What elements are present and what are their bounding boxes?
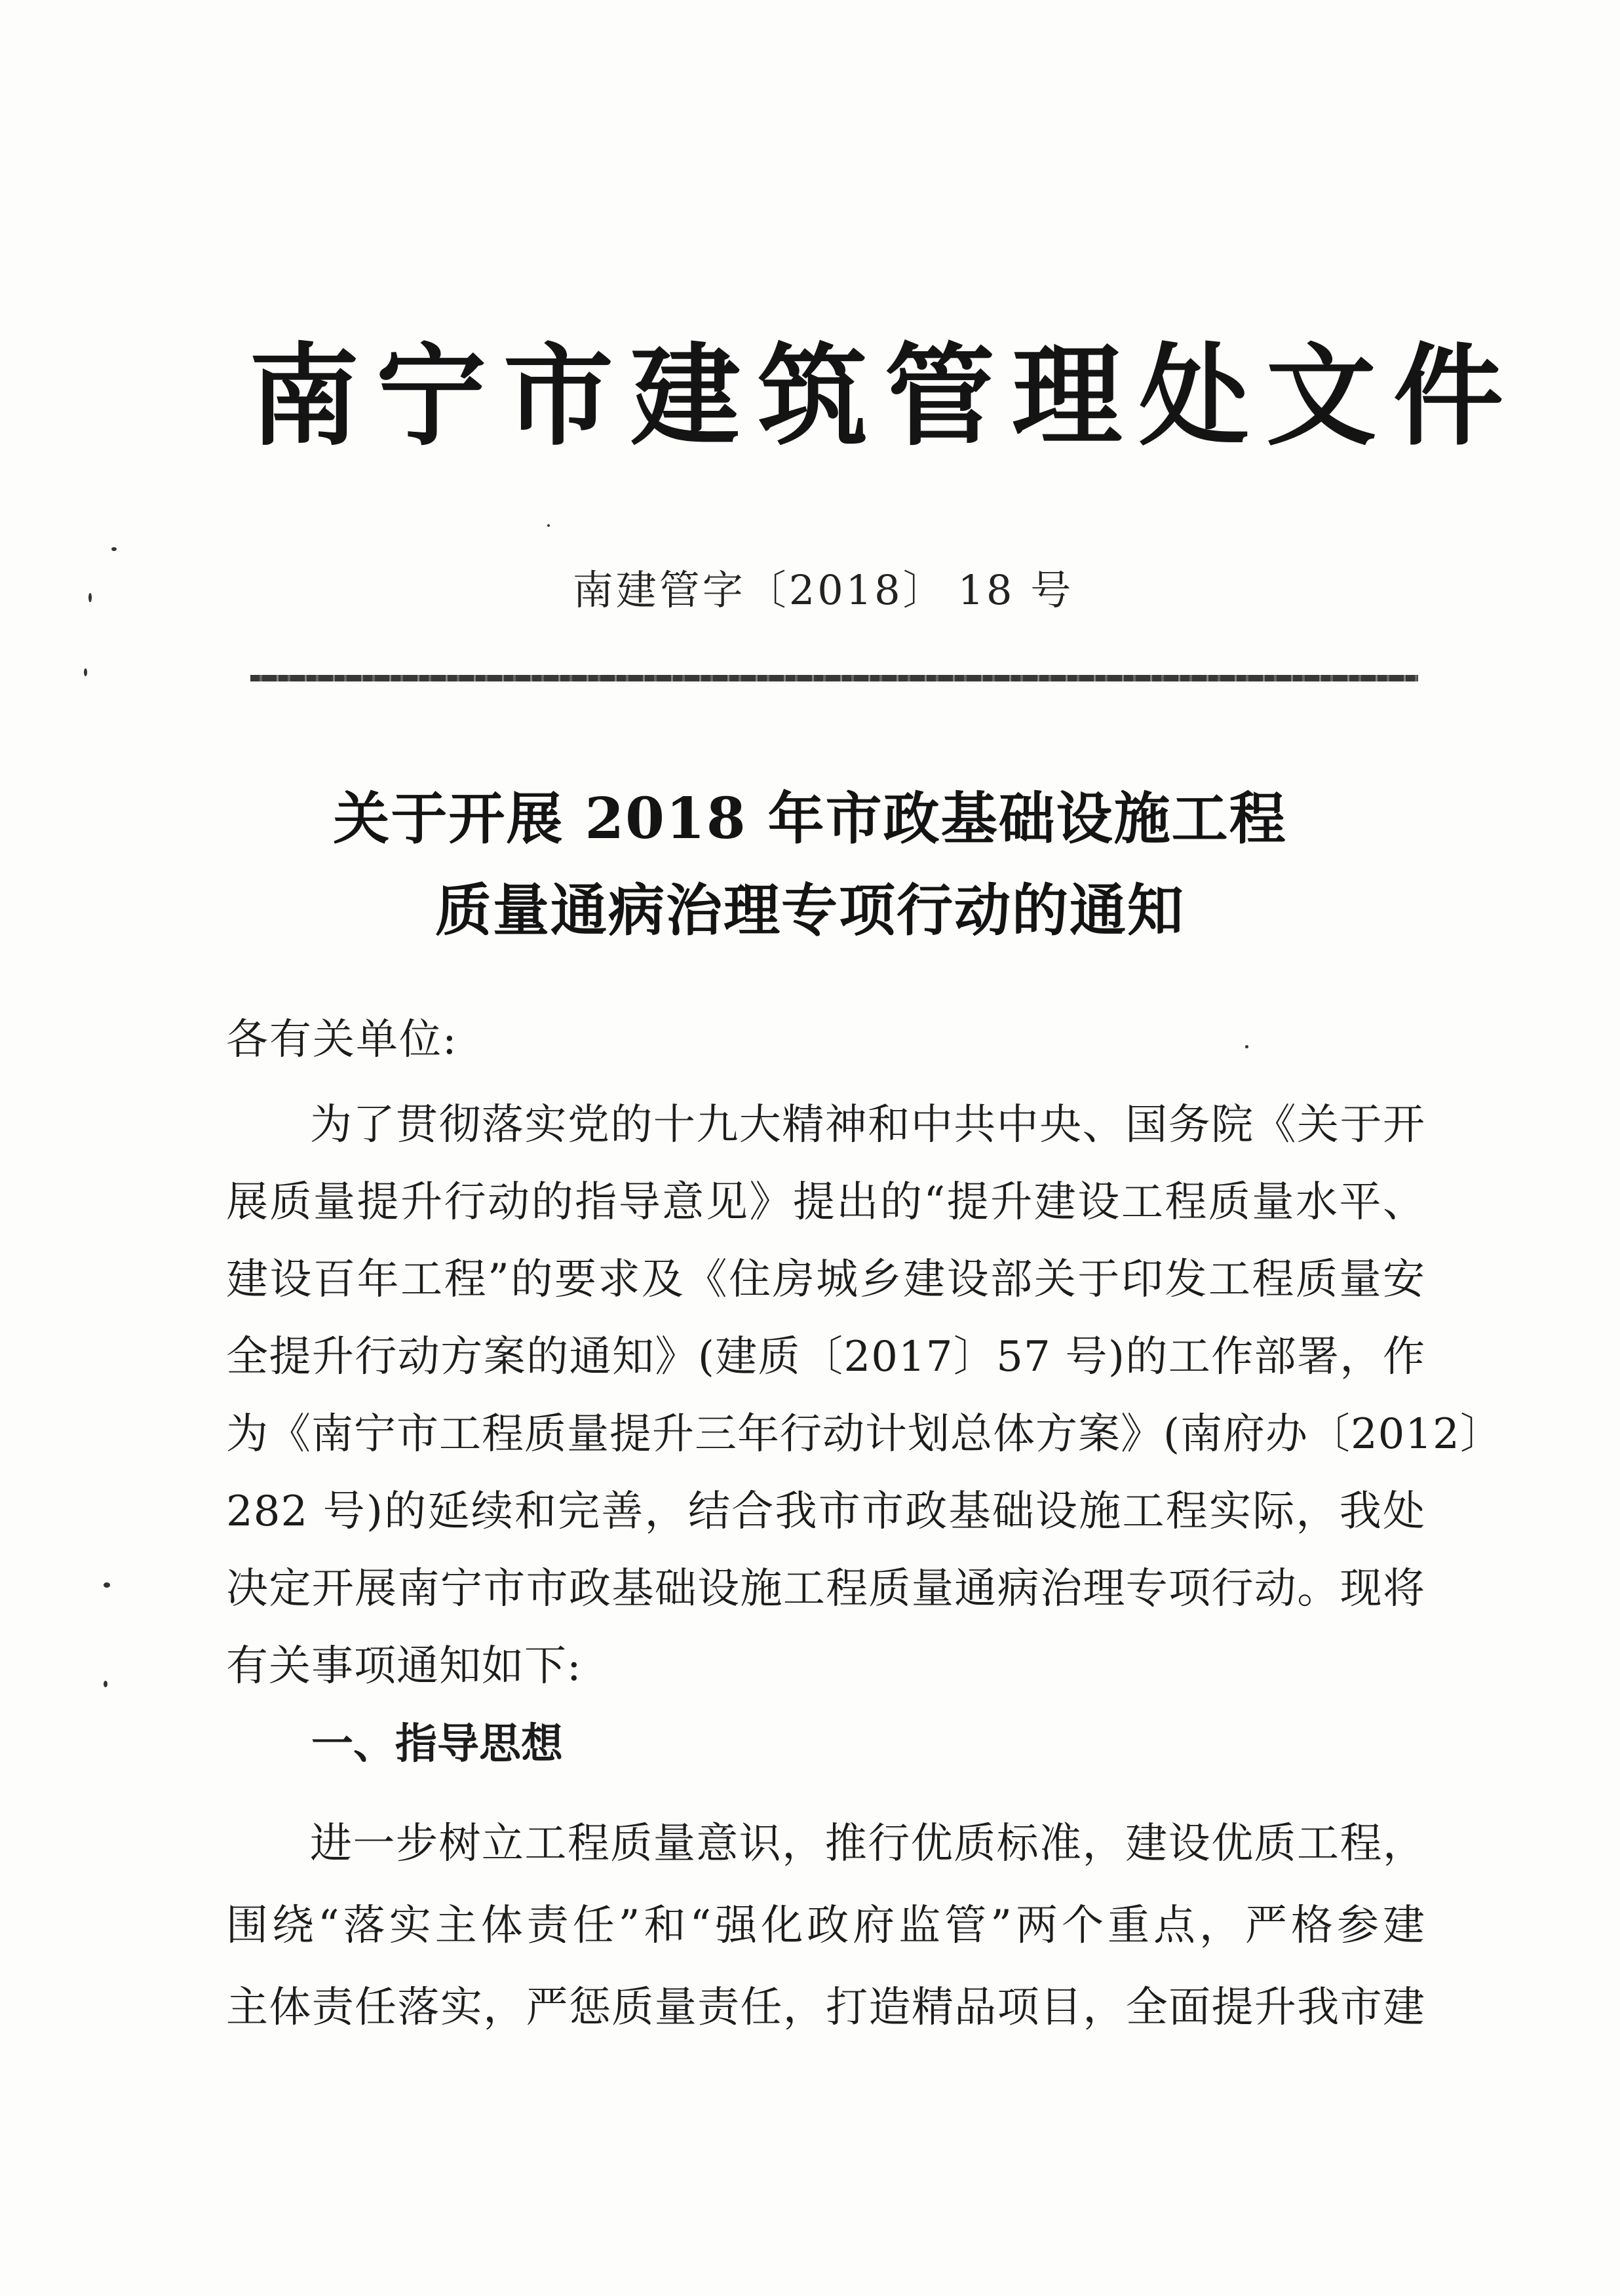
scan-speck xyxy=(84,668,87,676)
paragraph-2-line: 围绕“落实主体责任”和“强化政府监管”两个重点，严格参建 xyxy=(226,1902,1425,1950)
header-divider-rule xyxy=(250,675,1418,681)
issuing-authority-title: 南宁市建筑管理处文件 xyxy=(249,331,1520,461)
paragraph-1-line: 为了贯彻落实党的十九大精神和中共中央、国务院《关于开 xyxy=(310,1101,1425,1149)
paragraph-2 xyxy=(226,1803,1425,2049)
scan-speck xyxy=(111,547,117,551)
subject-line-2: 质量通病治理专项行动的通知 xyxy=(435,877,1185,944)
scan-speck xyxy=(1245,1045,1248,1048)
salutation: 各有关单位: xyxy=(226,1016,458,1064)
subject-line-1: 关于开展 2018 年市政基础设施工程 xyxy=(333,786,1287,852)
paragraph-1-line: 有关事项通知如下: xyxy=(226,1642,582,1691)
paragraph-1-line: 展质量提升行动的指导意见》提出的“提升建设工程质量水平、 xyxy=(226,1178,1425,1227)
paragraph-1-line: 282 号)的延续和完善，结合我市市政基础设施工程实际，我处 xyxy=(226,1487,1425,1536)
paragraph-1-line: 为《南宁市工程质量提升三年行动计划总体方案》(南府办〔2012〕 xyxy=(226,1410,1503,1459)
paragraph-2-line: 进一步树立工程质量意识，推行优质标准，建设优质工程， xyxy=(310,1820,1425,1868)
document-number xyxy=(0,566,1620,614)
notice-subject xyxy=(0,773,1620,957)
paragraph-1-line: 决定开展南宁市市政基础设施工程质量通病治理专项行动。现将 xyxy=(226,1565,1425,1613)
scan-speck xyxy=(104,1681,107,1687)
section-1-heading: 一、指导思想 xyxy=(311,1720,563,1769)
paragraph-2-line: 主体责任落实，严惩质量责任，打造精品项目，全面提升我市建 xyxy=(226,1983,1425,2032)
paragraph-1-line: 全提升行动方案的通知》(建质〔2017〕57 号)的工作部署，作 xyxy=(226,1333,1425,1381)
scan-speck xyxy=(88,593,92,602)
scan-speck xyxy=(547,524,550,527)
document-number-prefix: 南建管字〔2018〕 xyxy=(572,566,946,614)
document-number-suffix: 18 号 xyxy=(957,566,1074,614)
paragraph-1-line: 建设百年工程”的要求及《住房城乡建设部关于印发工程质量安 xyxy=(226,1255,1425,1304)
scan-speck xyxy=(104,1582,110,1588)
paragraph-1 xyxy=(226,1086,1503,1705)
